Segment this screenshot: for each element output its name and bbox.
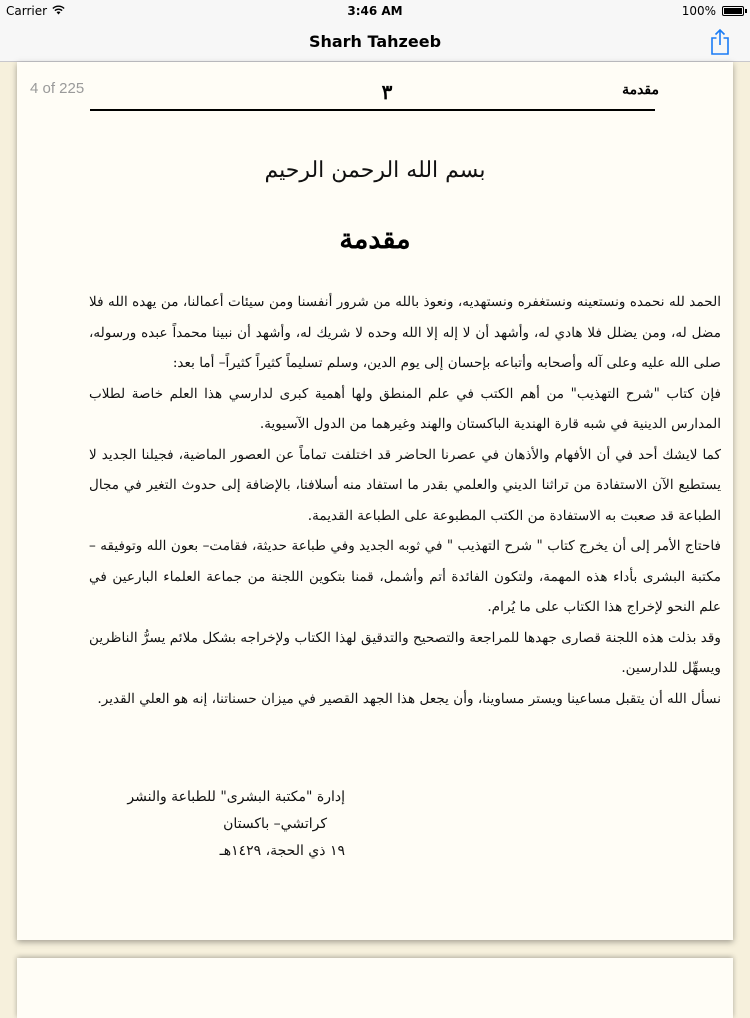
- carrier-label: Carrier: [6, 4, 48, 18]
- header-divider: [90, 109, 655, 111]
- signature-line: كراتشي– باكستان: [223, 816, 327, 832]
- signature-block: [105, 784, 345, 865]
- running-header-title: مقدمة: [622, 82, 659, 98]
- navigation-bar: [0, 22, 750, 62]
- paragraph: فإن كتاب "شرح التهذيب" من أهم الكتب في علم المنطق ولها أهمية كبرى لدارسي هذا العلم خاصة لطلاب المدارس الدينية في شبه قارة الهندية الباكستان والهند وغيرهما من الدول الآسيوية.: [89, 385, 721, 432]
- share-icon[interactable]: [708, 28, 732, 56]
- book-page[interactable]: [17, 62, 733, 940]
- nav-title: Sharh Tahzeeb: [308, 32, 442, 51]
- basmala: بسم الله الرحمن الرحيم: [264, 158, 486, 183]
- paragraph: كما لايشك أحد في أن الأفهام والأذهان في عصرنا الحاضر قد اختلفت تماماً عن العصور الماضية، فجيلنا الجديد لا يستطيع الآن الاستفادة من تراثنا الديني والعلمي بقدر ما استفاد منه أسلافنا، بالإضافة إلى حدوث التغير في مجال الطباعة قد صعبت به الاستفادة من الكتب المطبوعة على الطباعة القديمة.: [89, 446, 721, 524]
- battery-icon: [722, 6, 744, 16]
- battery-percent: 100%: [681, 4, 716, 18]
- status-bar: [0, 0, 750, 22]
- chapter-heading: مقدمة: [339, 224, 411, 255]
- page-number: ٣: [381, 80, 393, 104]
- clock: 3:46 AM: [347, 4, 403, 18]
- paragraph: فاحتاج الأمر إلى أن يخرج كتاب " شرح التهذيب " في ثوبه الجديد وفي طباعة حديثة، فقامت– بعون الله وتوفيقه – مكتبة البشرى بأداء هذه المهمة، ولتكون الفائدة أتم وأشمل، قمنا بتكوين اللجنة من جماعة العلماء البارعين في علم النحو لإخراج هذا الكتاب على ما يُرام.: [89, 538, 721, 615]
- next-page-preview[interactable]: [17, 958, 733, 1018]
- paragraph: نسأل الله أن يتقبل مساعينا ويستر مساوينا، وأن يجعل هذا الجهد القصير في ميزان حسناتنا، إنه هو العلي القدير.: [97, 690, 721, 707]
- paragraph: الحمد لله نحمده ونستعينه ونستغفره ونستهديه، ونعوذ بالله من شرور أنفسنا ومن سيئات أعمالنا، من يهده الله فلا مضل له، ومن يضلل فلا هادي له، وأشهد أن لا إله إلا الله وحده لا شريك له، وأشهد أن نبينا محمداً عبده ورسوله، صلى الله عليه وعلى آله وأصحابه وأتباعه بإحسان إلى يوم الدين، وسلم تسليماً كثيراً كثيراً– أما بعد:: [89, 294, 722, 371]
- signature-date: ١٩ ذي الحجة، ١٤٢٩هـ: [219, 843, 345, 859]
- signature-line: إدارة "مكتبة البشرى" للطباعة والنشر: [127, 789, 345, 805]
- page-counter: 4 of 225: [30, 80, 85, 97]
- paragraph: وقد بذلت هذه اللجنة قصارى جهدها للمراجعة والتصحيح والتدقيق لهذا الكتاب ولإخراجه بشكل ملائم يسرُّ الناظرين ويسهِّل للدارسين.: [89, 629, 721, 676]
- page-body-text: [89, 287, 721, 714]
